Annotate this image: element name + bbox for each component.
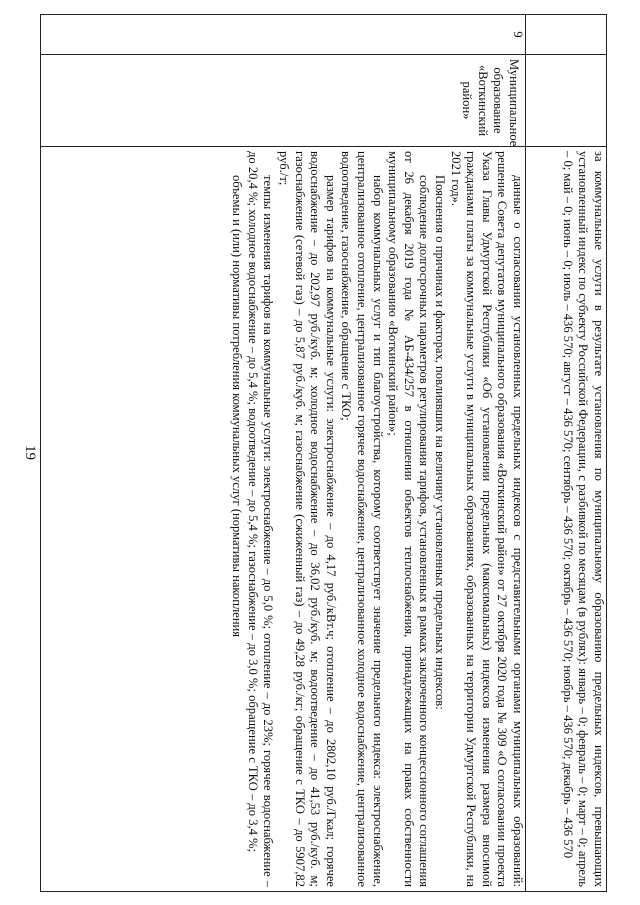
paragraph-concession: соблюдение долгосрочных параметров регулирования тарифов, установленных в рамках заключенного концессионного соглашения от 26 декабря 2019 года № АБ-434/257 в отношении объектов теплоснабжения, принадлежащих на правах собственности муниципальному образованию «Воткинский район»;	[386, 151, 432, 887]
paragraph-explanation-heading: Пояснения о причинах и факторах, повлиявших на величину установленных предельных индексов:	[433, 175, 448, 710]
paragraph-approval: данные о согласовании установленных предельных индексов с представительными органами муниципальных образований: решение Совета депутатов муниципального образования «Воткинский район» от 27 октября 2020 года № 309 «О согласовании проекта Указа Главы Удмуртской Республики «Об установлении предельных (максимальных) индексов изменения размера вносимой гражданами платы за коммунальные услуги в муниципальных образованиях, образованных на территории Удмуртской Республики, на 2021 год».	[448, 151, 525, 887]
table-row	[526, 15, 607, 892]
continuation-paragraph: за коммунальные услуги в результате установления по муниципальному образованию предельных индексов, превышающих установленный индекс по субъекту Российской Федерации, с разбивкой по месяцам (в рублях): январь – 0; февраль – 0; март – 0; апрель – 0; май – 0; июнь – 0; июль – 436 570; август – 436 570; сентябрь – 436 570; октябрь – 436 570; ноябрь – 436 570; декабрь – 436 570	[560, 151, 606, 887]
table-cell-number-empty	[526, 15, 607, 55]
paragraph-service-set: набор коммунальных услуг и тип благоустройства, которому соответствует значение предельного индекса: электроснабжение, централизованное отопление, централизованное горячее водоснабжение, централизованное холодное водоснабжение, централизованное водоотведение, газоснабжение, обращение с ТКО;	[339, 151, 385, 887]
rotated-page	[47, 14, 607, 892]
table-row	[41, 15, 526, 892]
page-number: 19	[22, 445, 38, 460]
table-cell-name-empty	[526, 55, 607, 147]
table-cell-text	[526, 147, 607, 892]
document-table	[40, 14, 607, 892]
paragraph-tariff-rates: темпы изменения тарифов на коммунальные услуги: электроснабжение – до 5,0 %; отопление – до 23%; горячее водоснабжение – до 20,4 %; холодное водоснабжение – до 5,4 %; водоотведение – до 5,4 %; газоснабжение – до 3,0 %; обращение с ТКО – до 3,4 %;	[245, 151, 276, 887]
municipality-name: Муниципальное образование «Воткинский район»	[41, 55, 526, 147]
table-cell-text	[41, 147, 526, 892]
paragraph-consumption: объемы и (или) нормативы потребления коммунальных услуг (нормативы накопления	[230, 175, 245, 638]
paragraph-tariff-sizes: размер тарифов на коммунальные услуги: электроснабжение – до 4,17 руб./кВт.ч; отопление – до 2802,10 руб./Гкал; горячее водоснабжение – до 202,97 руб./куб. м; холодное водоснабжение – до 36,02 руб./куб. м; водоотведение – до 41,53 руб./куб. м; газоснабжение (сетевой газ) – до 5,87 руб./куб. м; газоснабжение (сжиженный газ) – до 49,28 руб./кг; обращение с ТКО – до 5907,82 руб./т;	[277, 151, 338, 887]
row-number: 9	[41, 15, 526, 55]
